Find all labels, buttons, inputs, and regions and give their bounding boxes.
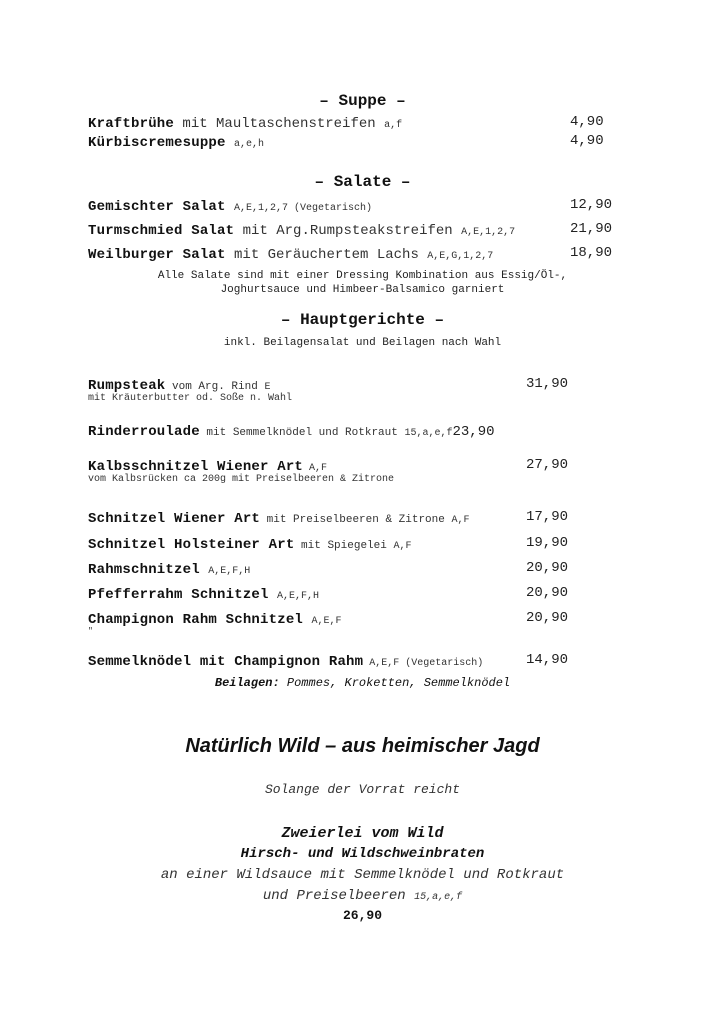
item-name: Schnitzel Holsteiner Art: [88, 537, 295, 553]
menu-item-semmelknoedel: [88, 652, 483, 670]
item-name: Pfefferrahm Schnitzel: [88, 587, 269, 603]
wild-desc-line2: [0, 888, 725, 904]
item-price: 14,90: [526, 652, 569, 668]
item-allergens: A,E,1,2,7 (Vegetarisch): [234, 203, 373, 214]
item-name: Gemischter Salat: [88, 199, 226, 215]
item-desc: mit Arg.Rumpsteakstreifen: [234, 223, 462, 239]
section-heading-suppe: – Suppe –: [319, 92, 406, 110]
menu-item-rahmschnitzel: [88, 560, 250, 578]
item-price: 19,90: [526, 535, 569, 551]
wild-subtitle: Solange der Vorrat reicht: [264, 782, 461, 797]
item-allergens: A,E,1,2,7: [461, 227, 516, 238]
item-allergens: A,E,F,H: [208, 566, 251, 577]
item-name: Semmelknödel mit Champignon Rahm: [88, 654, 364, 670]
wild-dish-subtitle: Hirsch- und Wildschweinbraten: [240, 846, 485, 862]
item-desc: [269, 587, 277, 603]
item-allergens: A,E,G,1,2,7: [427, 251, 494, 262]
item-name: Rahmschnitzel: [88, 562, 200, 578]
menu-item-kuerbiscremesuppe: [88, 133, 264, 151]
hauptgerichte-subtitle: inkl. Beilagensalat und Beilagen nach Wahl: [223, 337, 502, 349]
item-desc: mit Geräuchertem Lachs: [225, 247, 428, 263]
item-allergens: A,E,F (Vegetarisch): [363, 658, 484, 669]
item-allergens: a,e,h: [234, 139, 265, 150]
item-name: Turmschmied Salat: [88, 223, 235, 239]
wild-dish-title: Zweierlei vom Wild: [281, 825, 444, 842]
item-desc: mit Semmelknödel und Rotkraut: [199, 427, 405, 439]
section-heading-salate: – Salate –: [314, 173, 411, 191]
item-subline: mit Kräuterbutter od. Soße n. Wahl: [88, 393, 293, 404]
beilagen-line: [0, 676, 725, 690]
item-price: 20,90: [526, 585, 569, 601]
item-desc: [200, 562, 208, 578]
item-allergens: E: [264, 382, 271, 393]
menu-item-turmschmied-salat: [88, 221, 515, 239]
item-price: 27,90: [526, 457, 569, 473]
wild-allergens: 15,a,e,f: [414, 892, 463, 903]
item-name: Rinderroulade: [88, 424, 200, 440]
menu-item-pfefferrahm: [88, 585, 319, 603]
item-name: Kalbsschnitzel Wiener Art: [88, 459, 304, 475]
item-price: 18,90: [570, 245, 613, 261]
wild-desc-text: und Preiselbeeren: [262, 888, 415, 904]
item-price: 17,90: [526, 509, 569, 525]
menu-item-rumpsteak: [88, 376, 270, 394]
item-desc: vom Arg. Rind: [165, 381, 265, 393]
stray-mark: ": [88, 627, 93, 636]
item-desc: mit Spiegelei: [294, 540, 394, 552]
item-price: 4,90: [570, 133, 604, 149]
item-desc: [226, 199, 234, 215]
item-price: 23,90: [452, 424, 495, 440]
item-name: Weilburger Salat: [88, 247, 226, 263]
menu-item-rinderroulade: [88, 422, 495, 440]
salate-note-line1: Alle Salate sind mit einer Dressing Kombination aus Essig/Öl-,: [157, 270, 568, 282]
menu-item-champignon-rahm: [88, 610, 341, 628]
section-heading-hauptgerichte: – Hauptgerichte –: [280, 311, 445, 329]
item-price: 12,90: [570, 197, 613, 213]
item-desc: mit Maultaschenstreifen: [174, 116, 385, 132]
item-name: Kraftbrühe: [88, 116, 175, 132]
item-price: 21,90: [570, 221, 613, 237]
item-price: 4,90: [570, 114, 604, 130]
beilagen-text: Pommes, Kroketten, Semmelknödel: [279, 676, 511, 690]
item-name: Kürbiscremesuppe: [88, 135, 226, 151]
beilagen-label: Beilagen:: [214, 676, 280, 690]
item-desc: mit Preiselbeeren & Zitrone: [260, 514, 452, 526]
item-price: 20,90: [526, 610, 569, 626]
wild-price: 26,90: [342, 908, 382, 923]
salate-note-line2: Joghurtsauce und Himbeer-Balsamico garniert: [220, 284, 505, 296]
menu-item-schnitzel-holsteiner: [88, 535, 411, 553]
item-name: Schnitzel Wiener Art: [88, 511, 261, 527]
item-allergens: A,F: [303, 463, 328, 474]
menu-item-kraftbruehe: [88, 114, 402, 132]
item-price: 31,90: [526, 376, 569, 392]
wild-desc-line1: an einer Wildsauce mit Semmelknödel und Rotkraut: [160, 867, 565, 883]
menu-item-gemischter-salat: [88, 197, 372, 215]
menu-item-kalbsschnitzel: [88, 457, 327, 475]
item-allergens: A,F: [393, 541, 412, 552]
item-allergens: a,f: [384, 120, 403, 131]
menu-item-schnitzel-wiener: [88, 509, 469, 527]
item-name: Rumpsteak: [88, 378, 166, 394]
wild-title: Natürlich Wild – aus heimischer Jagd: [185, 735, 540, 757]
item-allergens: A,E,F,H: [277, 591, 320, 602]
item-allergens: A,E,F: [311, 616, 342, 627]
menu-item-weilburger-salat: [88, 245, 493, 263]
item-allergens: 15,a,e,f: [404, 428, 453, 439]
item-name: Champignon Rahm Schnitzel: [88, 612, 304, 628]
item-allergens: A,F: [451, 515, 470, 526]
item-price: 20,90: [526, 560, 569, 576]
item-subline: vom Kalbsrücken ca 200g mit Preiselbeeren & Zitrone: [88, 474, 395, 485]
item-desc: [226, 135, 234, 151]
